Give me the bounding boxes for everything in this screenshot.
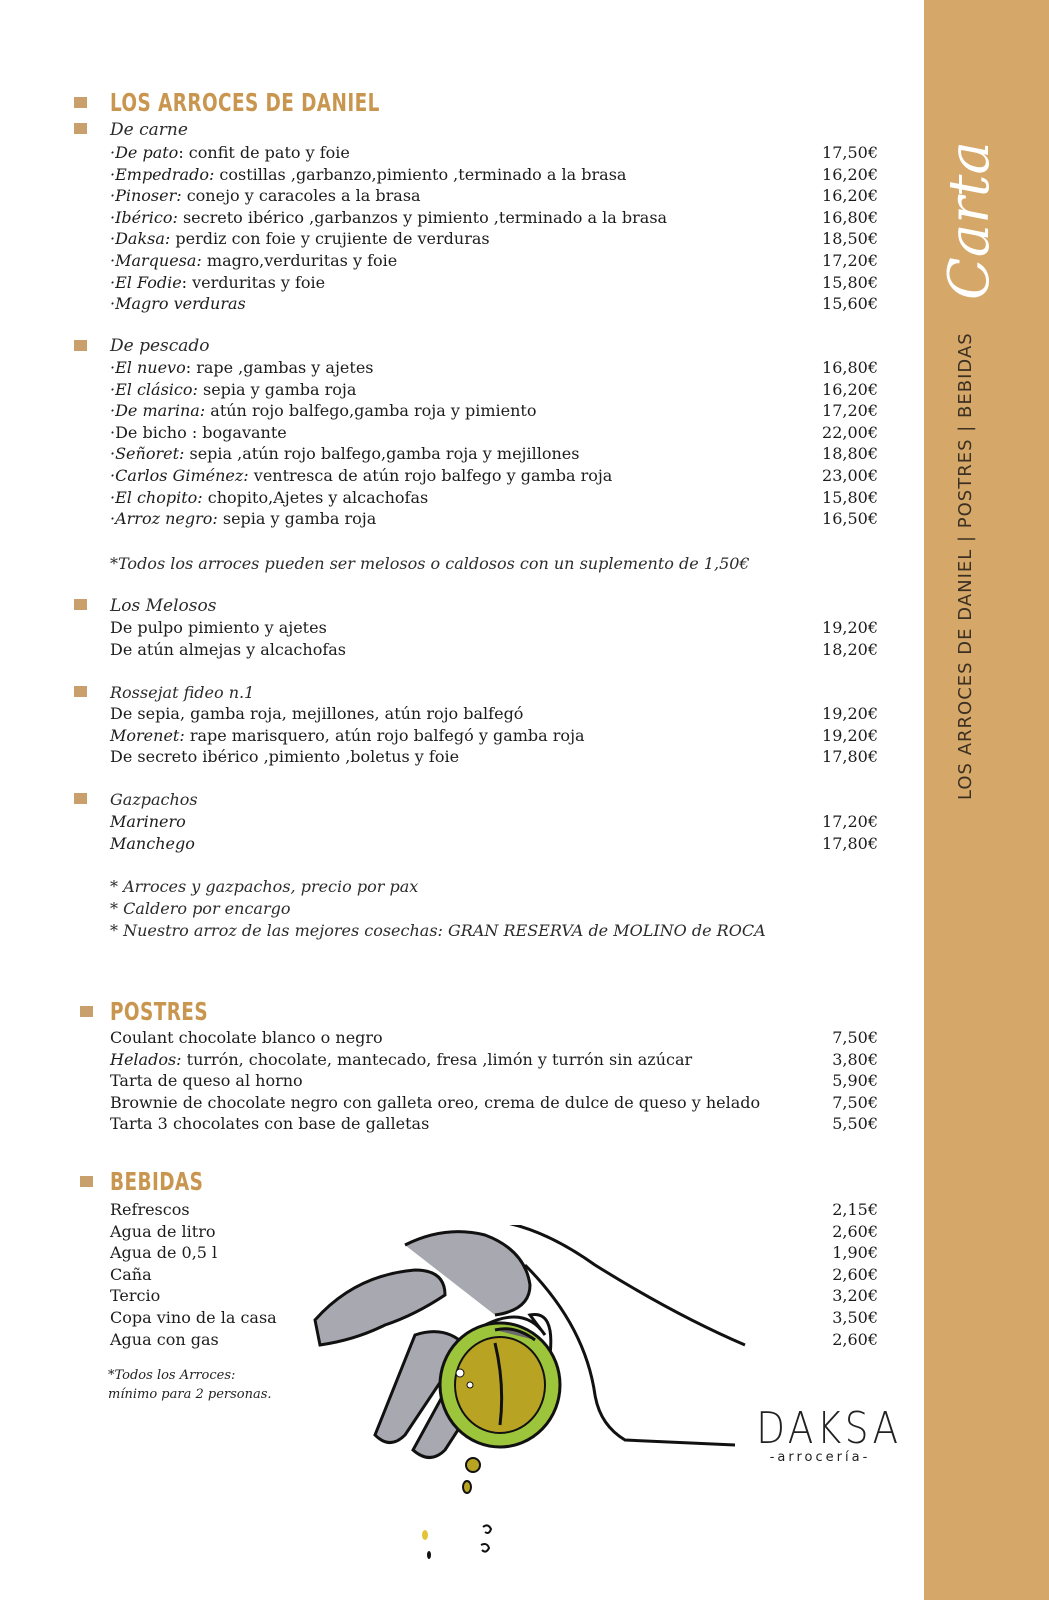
- menu-row: [110, 143, 878, 165]
- menu-item-price: 1,90€: [832, 1243, 878, 1263]
- daksa-logo: [745, 1403, 902, 1465]
- menu-item-price: 16,80€: [822, 207, 878, 227]
- menu-row: [110, 488, 878, 510]
- menu-row: [110, 509, 878, 531]
- dish-description: Brownie de chocolate negro con galleta oreo, crema de dulce de queso y helado: [110, 1092, 761, 1112]
- dish-description: rape marisquero, atún rojo balfegó y gamba roja: [184, 725, 585, 745]
- menu-row: [110, 165, 878, 187]
- subsection-bullet: [74, 340, 87, 351]
- dish-name: ·De marina:: [110, 401, 206, 421]
- menu-item-price: 17,20€: [822, 401, 878, 421]
- menu-row: [110, 1050, 878, 1072]
- section-bullet: [74, 97, 87, 108]
- section-bullet: [80, 1176, 93, 1187]
- dish-description: atún rojo balfego,gamba roja y pimiento: [205, 401, 537, 421]
- dish-description: magro,verduritas y foie: [201, 251, 398, 270]
- menu-item-price: 2,60€: [832, 1221, 878, 1241]
- subsection-bullet: [74, 123, 87, 134]
- dish-description: De secreto ibérico ,pimiento ,boletus y foie: [110, 747, 460, 767]
- menu-item-name: [110, 509, 376, 528]
- footnote-2: * Caldero por encargo: [110, 899, 291, 918]
- menu-item-price: 2,60€: [832, 1329, 878, 1349]
- dish-name: ·El chopito:: [110, 487, 203, 507]
- footnote-1: * Arroces y gazpachos, precio por pax: [110, 877, 419, 896]
- menu-row: [110, 704, 878, 726]
- menu-item-name: [110, 294, 246, 313]
- dish-name: ·El clásico:: [110, 379, 198, 399]
- menu-item-name: [110, 618, 327, 637]
- menu-row: [110, 358, 878, 380]
- menu-item-price: 17,80€: [822, 833, 878, 853]
- minimum-note-line1: *Todos los Arroces:: [108, 1368, 236, 1383]
- menu-item-price: 17,50€: [822, 143, 878, 162]
- menu-row: [110, 812, 878, 834]
- menu-item-name: [110, 488, 428, 507]
- menu-item-price: 15,80€: [822, 272, 878, 292]
- menu-item-price: 16,20€: [822, 379, 878, 399]
- section-title-arroces: LOS ARROCES DE DANIEL: [110, 88, 380, 117]
- dish-name: ·Señoret:: [110, 444, 185, 464]
- dish-description: De pulpo pimiento y ajetes: [110, 618, 327, 637]
- menu-row: [110, 251, 878, 273]
- menu-row: [110, 229, 878, 251]
- menu-row: [110, 208, 878, 230]
- menu-row: [110, 401, 878, 423]
- menu-item-name: [110, 1200, 190, 1219]
- menu-item-name: [110, 1071, 303, 1090]
- menu-item-price: 15,80€: [822, 487, 878, 507]
- subsection-bullet: [74, 793, 87, 804]
- section-title-bebidas: BEBIDAS: [110, 1167, 204, 1196]
- menu-item-price: 16,80€: [822, 358, 878, 377]
- dish-description: conejo y caracoles a la brasa: [181, 186, 421, 206]
- dish-description: : confit de pato y foie: [178, 143, 350, 162]
- dish-name: ·Empedrado:: [110, 164, 215, 184]
- menu-item-price: 18,80€: [822, 444, 878, 464]
- subsection-pescado: De pescado: [110, 336, 210, 356]
- menu-item-price: 5,50€: [832, 1114, 878, 1134]
- menu-item-name: [110, 143, 350, 162]
- menu-item-name: [110, 251, 397, 270]
- dish-name: ·El nuevo: [110, 358, 186, 377]
- section-title-postres: POSTRES: [110, 997, 209, 1026]
- dish-name: ·El Fodie: [110, 272, 182, 292]
- dish-description: Agua de litro: [110, 1221, 216, 1241]
- subsection-rossejat: Rossejat fideo n.1: [110, 683, 255, 702]
- menu-item-price: 7,50€: [832, 1092, 878, 1112]
- menu-row: [110, 186, 878, 208]
- menu-item-name: [110, 747, 459, 766]
- subsection-bullet: [74, 686, 87, 697]
- dish-description: Tarta de queso al horno: [110, 1071, 303, 1091]
- menu-row: [110, 444, 878, 466]
- dish-description: De atún almejas y alcachofas: [110, 639, 346, 659]
- menu-item-name: [110, 1093, 760, 1112]
- menu-item-name: [110, 466, 612, 485]
- menu-item-price: 19,20€: [822, 725, 878, 745]
- subsection-bullet: [74, 599, 87, 610]
- menu-item-name: [110, 1050, 692, 1069]
- menu-item-name: [110, 1222, 215, 1241]
- dish-description: sepia y gamba roja: [217, 509, 377, 529]
- dish-description: Agua de 0,5 l: [110, 1243, 218, 1263]
- menu-item-price: 17,20€: [822, 251, 878, 270]
- dish-description: Agua con gas: [110, 1329, 219, 1349]
- menu-item-name: [110, 1114, 429, 1133]
- menu-item-name: [110, 358, 374, 377]
- menu-item-name: [110, 186, 421, 205]
- menu-item-price: 18,20€: [822, 639, 878, 659]
- menu-item-name: [110, 273, 325, 292]
- menu-row: [110, 618, 878, 640]
- dish-name: ·Pinoser:: [110, 186, 182, 206]
- menu-item-name: [110, 726, 585, 745]
- dish-name: Marinero: [110, 812, 186, 831]
- menu-item-name: [110, 1330, 219, 1349]
- menu-item-name: [110, 401, 536, 420]
- dish-description: secreto ibérico ,garbanzos y pimiento ,terminado a la brasa: [177, 207, 668, 227]
- menu-item-price: 3,20€: [832, 1286, 878, 1306]
- menu-item-price: 19,20€: [822, 704, 878, 723]
- menu-row: [110, 466, 878, 488]
- dish-description: sepia ,atún rojo balfego,gamba roja y mejillones: [184, 444, 580, 464]
- dish-description: Refrescos: [110, 1200, 190, 1219]
- menu-row: [110, 423, 878, 445]
- menu-row: [110, 726, 878, 748]
- menu-row: [110, 1071, 878, 1093]
- menu-item-price: 17,80€: [822, 747, 878, 767]
- menu-item-name: [110, 444, 579, 463]
- dish-description: turrón, chocolate, mantecado, fresa ,limón y turrón sin azúcar: [181, 1049, 693, 1069]
- menu-item-price: 19,20€: [822, 618, 878, 637]
- menu-item-name: [110, 1286, 160, 1305]
- subsection-gazpachos: Gazpachos: [110, 790, 198, 809]
- menu-item-price: 17,20€: [822, 812, 878, 831]
- menu-row: [110, 1028, 878, 1050]
- menu-row: [110, 834, 878, 856]
- dish-name: Morenet:: [110, 725, 185, 745]
- dish-name: ·Daksa:: [110, 229, 171, 249]
- footnote-3: * Nuestro arroz de las mejores cosechas: GRAN RESERVA de MOLINO de ROCA: [110, 921, 766, 940]
- hand-lime-illustration: [295, 1225, 755, 1600]
- menu-item-name: [110, 1308, 277, 1327]
- menu-item-price: 23,00€: [822, 466, 878, 485]
- menu-item-name: [110, 1243, 217, 1262]
- menu-item-name: [110, 380, 356, 399]
- dish-name: ·De pato: [110, 143, 179, 162]
- dish-description: perdiz con foie y crujiente de verduras: [170, 229, 490, 249]
- dish-name: Helados:: [110, 1049, 182, 1069]
- menu-item-price: 22,00€: [822, 422, 878, 442]
- menu-item-price: 3,80€: [832, 1049, 878, 1069]
- menu-item-name: [110, 640, 346, 659]
- section-bullet: [80, 1006, 93, 1017]
- menu-item-price: 16,20€: [822, 186, 878, 206]
- logo-tagline: -arrocería-: [769, 1450, 871, 1465]
- menu-item-price: 18,50€: [822, 229, 878, 249]
- menu-row: [110, 273, 878, 295]
- dish-name: ·Arroz negro:: [110, 509, 218, 529]
- dish-name: ·Ibérico:: [110, 207, 178, 227]
- dish-description: Caña: [110, 1264, 152, 1284]
- dish-description: Tarta 3 chocolates con base de galletas: [110, 1114, 430, 1134]
- sidebar-vertical-text: LOS ARROCES DE DANIEL | POSTRES | BEBIDAS: [955, 332, 976, 800]
- menu-row: [110, 1093, 878, 1115]
- menu-item-name: [110, 229, 490, 248]
- carta-text: Carta: [937, 141, 1002, 300]
- dish-description: chopito,Ajetes y alcachofas: [202, 487, 429, 507]
- dish-description: ventresca de atún rojo balfego y gamba roja: [248, 466, 613, 485]
- minimum-note-line2: mínimo para 2 personas.: [108, 1387, 272, 1402]
- menu-item-price: 15,60€: [822, 294, 878, 314]
- menu-row: [110, 1200, 878, 1222]
- dish-description: Tercio: [110, 1286, 161, 1306]
- dish-description: costillas ,garbanzo,pimiento ,terminado a la brasa: [214, 164, 627, 184]
- menu-row: [110, 380, 878, 402]
- dish-description: Coulant chocolate blanco o negro: [110, 1028, 383, 1047]
- menu-item-name: [110, 423, 287, 442]
- note-melosos: *Todos los arroces pueden ser melosos o caldosos con un suplemento de 1,50€: [110, 554, 750, 573]
- dish-description: Copa vino de la casa: [110, 1308, 277, 1327]
- menu-item-price: 2,60€: [832, 1264, 878, 1284]
- subsection-carne: De carne: [110, 120, 188, 140]
- menu-item-name: [110, 812, 186, 831]
- menu-item-name: [110, 165, 626, 184]
- menu-item-name: [110, 834, 195, 853]
- menu-item-price: 16,50€: [822, 509, 878, 529]
- dish-name: ·Magro verduras: [110, 294, 246, 314]
- menu-item-name: [110, 1265, 152, 1284]
- menu-item-name: [110, 208, 667, 227]
- dish-name: ·Marquesa:: [110, 251, 202, 270]
- dish-name: ·Carlos Giménez:: [110, 466, 249, 485]
- dish-name: Manchego: [110, 833, 195, 853]
- dish-description: De sepia, gamba roja, mejillones, atún rojo balfegó: [110, 704, 524, 723]
- dish-description: sepia y gamba roja: [197, 379, 357, 399]
- menu-item-price: 3,50€: [832, 1308, 878, 1327]
- carta-script-title: [928, 95, 1048, 310]
- menu-item-price: 5,90€: [832, 1071, 878, 1091]
- minimum-note: [108, 1366, 272, 1404]
- dish-description: : rape ,gambas y ajetes: [185, 358, 374, 377]
- menu-item-price: 2,15€: [832, 1200, 878, 1219]
- menu-item-price: 16,20€: [822, 164, 878, 184]
- subsection-melosos: Los Melosos: [110, 596, 217, 616]
- dish-description: ·De bicho : bogavante: [110, 422, 287, 442]
- menu-row: [110, 640, 878, 662]
- menu-item-price: 7,50€: [832, 1028, 878, 1047]
- logo-name: DAKSA: [756, 1403, 902, 1454]
- menu-item-name: [110, 704, 523, 723]
- menu-row: [110, 1114, 878, 1136]
- menu-row: [110, 747, 878, 769]
- menu-row: [110, 294, 878, 316]
- menu-item-name: [110, 1028, 383, 1047]
- dish-description: : verduritas y foie: [181, 272, 326, 292]
